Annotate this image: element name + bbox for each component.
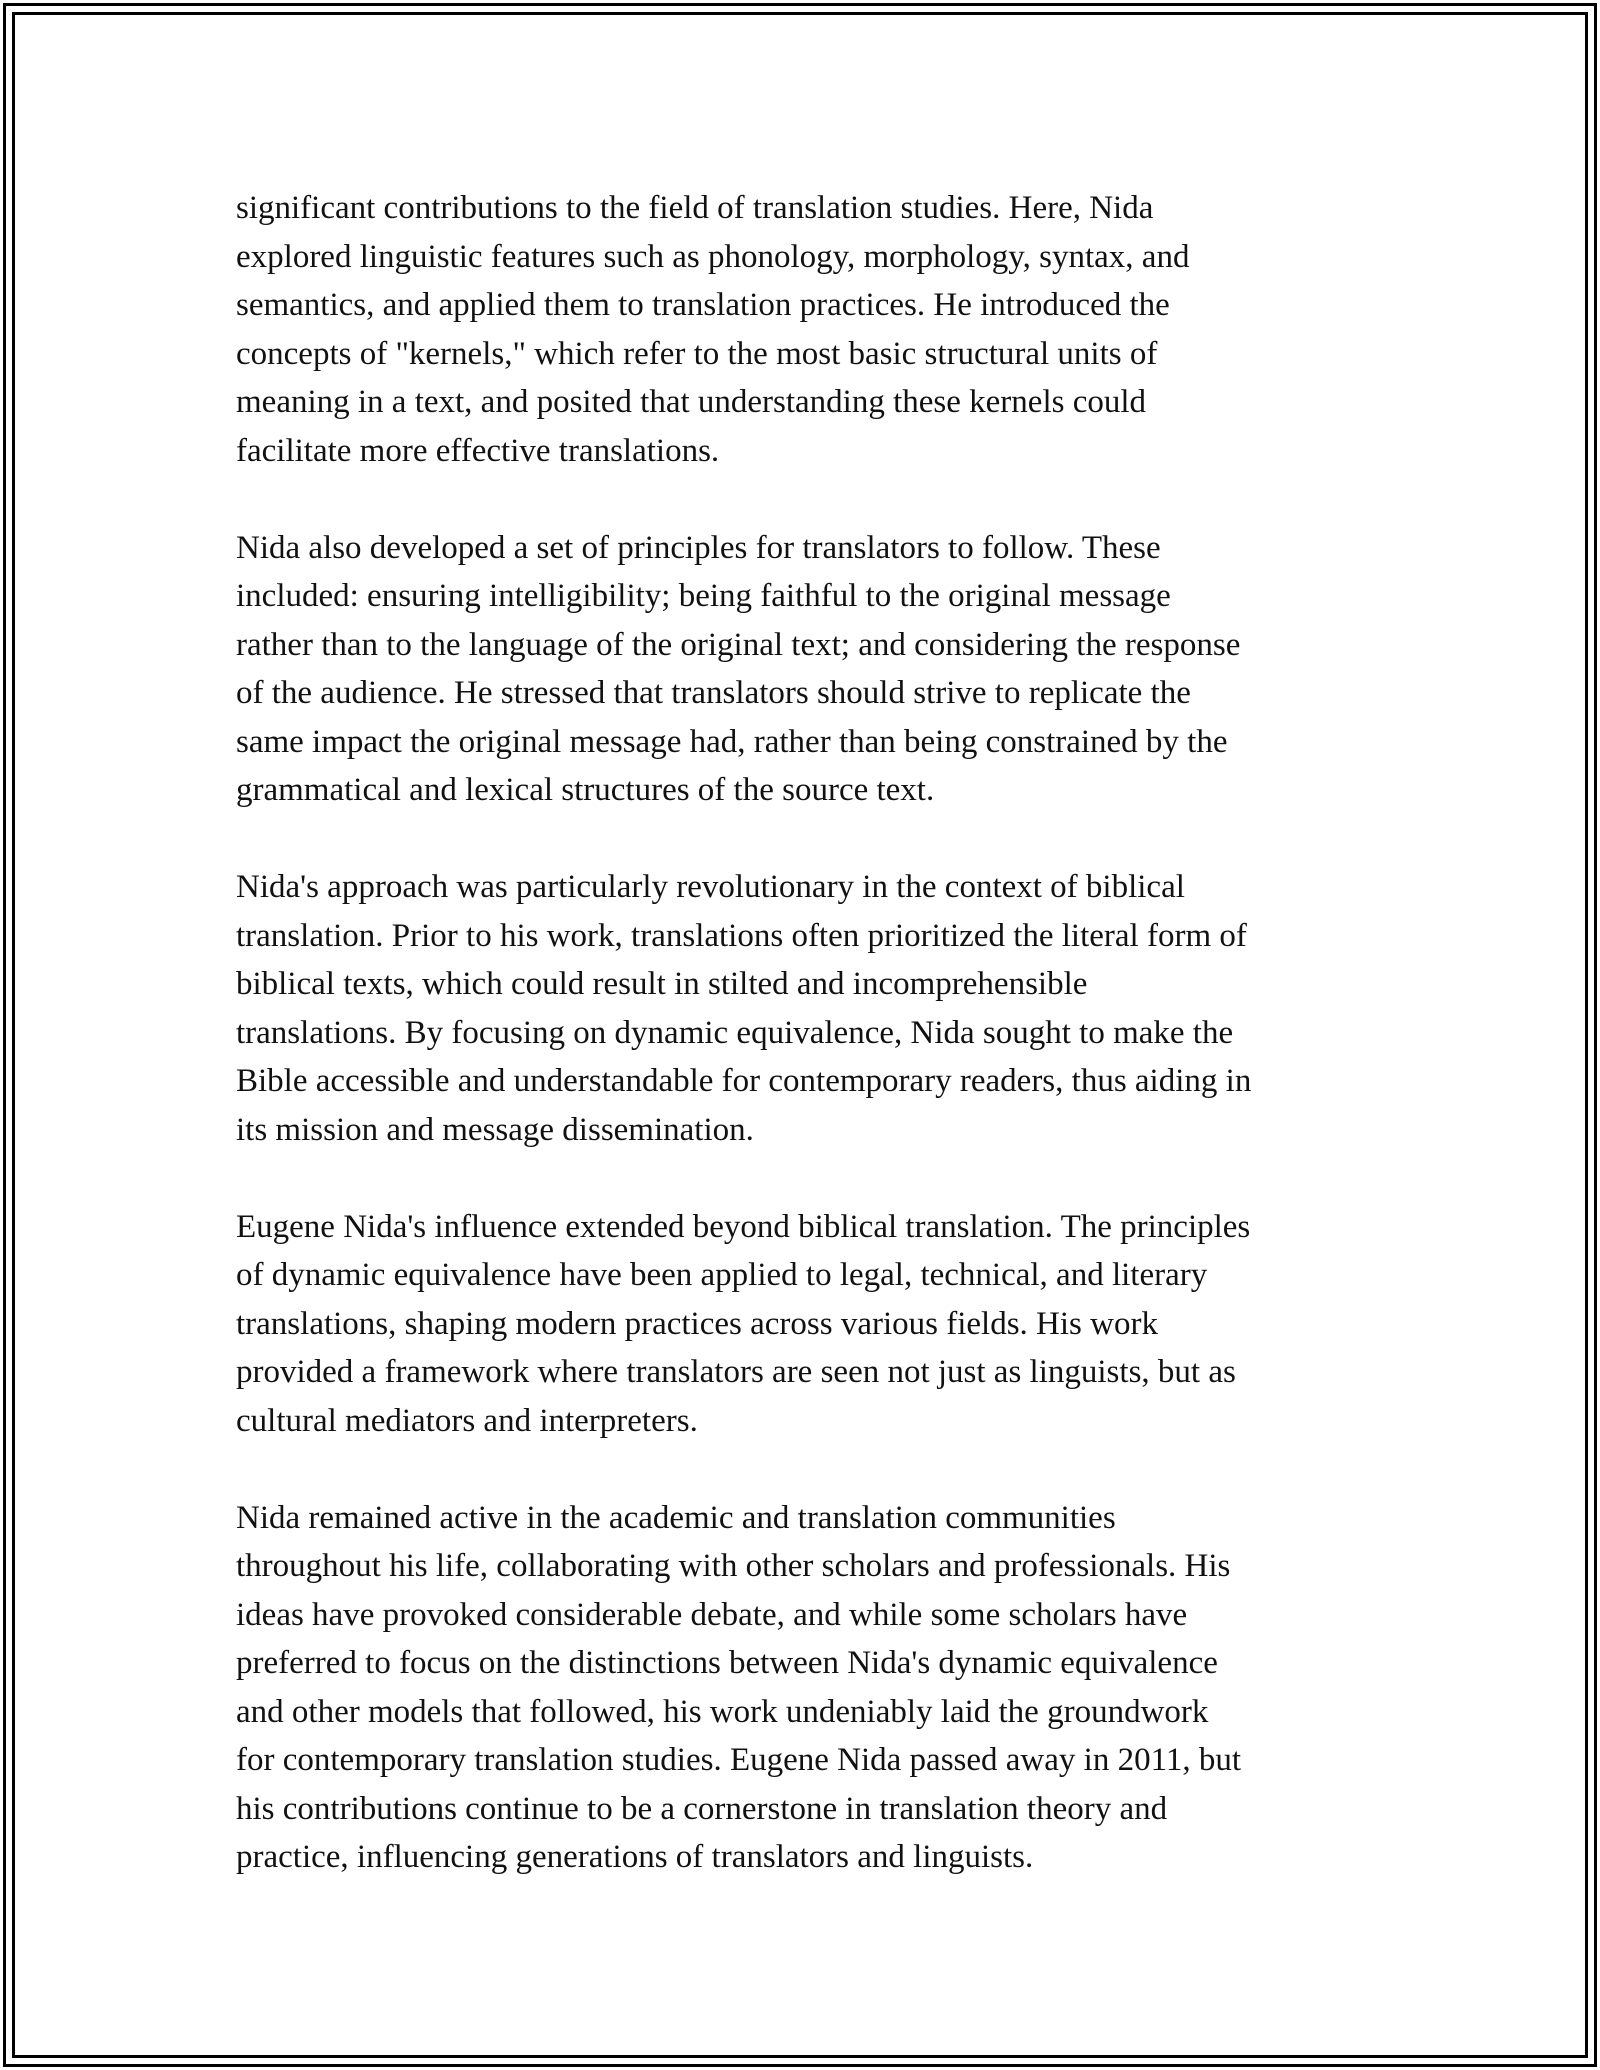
text-line: rather than to the language of the original text; and considering the response: [236, 626, 1241, 663]
text-line: Nida remained active in the academic and translation communities: [236, 1499, 1116, 1536]
text-line: meaning in a text, and posited that understanding these kernels could: [236, 384, 1147, 420]
paragraph-3: [236, 863, 1376, 1154]
text-line: Nida also developed a set of principles for translators to follow. These: [236, 529, 1161, 566]
text-line: explored linguistic features such as phonology, morphology, syntax, and: [236, 238, 1190, 275]
paragraph-4: [236, 1203, 1376, 1446]
text-line: cultural mediators and interpreters.: [236, 1402, 698, 1439]
paragraph-2: [236, 524, 1376, 815]
text-line: concepts of "kernels," which refer to the most basic structural units of: [236, 335, 1158, 372]
text-line: included: ensuring intelligibility; being faithful to the original message: [236, 578, 1171, 614]
text-line: preferred to focus on the distinctions between Nida's dynamic equivalence: [236, 1645, 1218, 1681]
text-line: same impact the original message had, rather than being constrained by the: [236, 723, 1228, 760]
text-line: Eugene Nida's influence extended beyond biblical translation. The principles: [236, 1208, 1251, 1245]
text-line: provided a framework where translators are seen not just as linguists, but as: [236, 1354, 1236, 1390]
text-line: translation. Prior to his work, translations often prioritized the literal form of: [236, 917, 1247, 954]
document-body: [236, 184, 1376, 1930]
text-line: translations, shaping modern practices across various fields. His work: [236, 1305, 1158, 1342]
text-line: Bible accessible and understandable for contemporary readers, thus aiding in: [236, 1063, 1252, 1099]
text-line: Nida's approach was particularly revolutionary in the context of biblical: [236, 869, 1185, 905]
text-line: of dynamic equivalence have been applied to legal, technical, and literary: [236, 1257, 1208, 1293]
text-line: of the audience. He stressed that translators should strive to replicate the: [236, 675, 1191, 711]
text-line: for contemporary translation studies. Eugene Nida passed away in 2011, but: [236, 1742, 1242, 1778]
text-line: and other models that followed, his work undeniably laid the groundwork: [236, 1693, 1209, 1730]
text-line: its mission and message dissemination.: [236, 1111, 754, 1148]
text-line: ideas have provoked considerable debate, and while some scholars have: [236, 1596, 1188, 1633]
text-line: significant contributions to the field of translation studies. Here, Nida: [236, 190, 1154, 226]
paragraph-5: [236, 1494, 1376, 1882]
text-line: biblical texts, which could result in stilted and incomprehensible: [236, 966, 1088, 1002]
text-line: grammatical and lexical structures of the source text.: [236, 772, 935, 808]
text-line: his contributions continue to be a cornerstone in translation theory and: [236, 1790, 1168, 1827]
text-line: translations. By focusing on dynamic equivalence, Nida sought to make the: [236, 1014, 1234, 1051]
text-line: semantics, and applied them to translation practices. He introduced the: [236, 287, 1170, 323]
text-line: practice, influencing generations of translators and linguists.: [236, 1839, 1034, 1875]
paragraph-1: [236, 184, 1376, 475]
text-line: facilitate more effective translations.: [236, 432, 720, 469]
text-line: throughout his life, collaborating with other scholars and professionals. His: [236, 1548, 1231, 1584]
